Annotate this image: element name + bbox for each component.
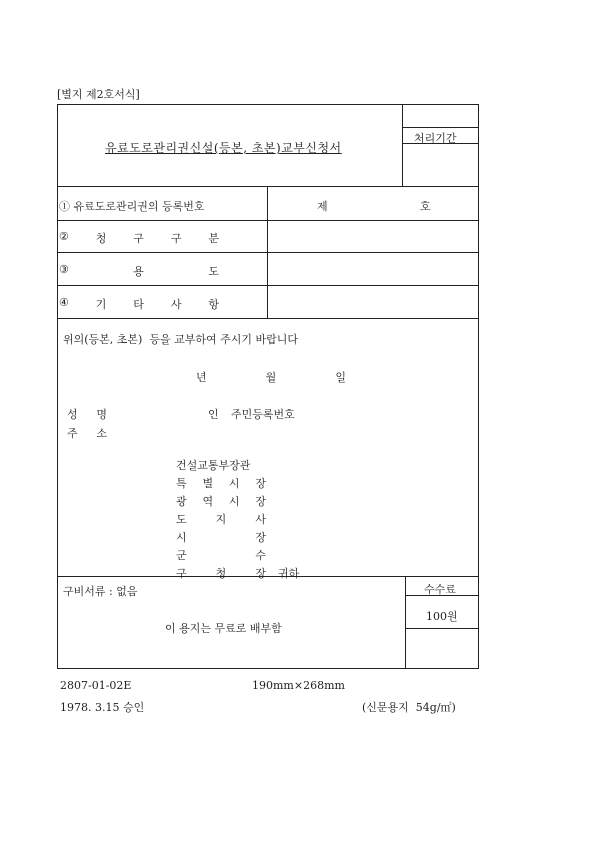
recipient-district-head [176, 565, 266, 581]
fee-label: 수수료 [424, 583, 456, 596]
label-char: 기 [95, 298, 107, 311]
month-label: 월 [265, 371, 277, 384]
label-char: 시 [228, 495, 240, 508]
label-char: 장 [255, 531, 266, 544]
seal-mark: 인 [208, 408, 219, 421]
label-char: 수 [255, 549, 266, 562]
resident-number-label: 주민등록번호 [231, 408, 295, 421]
recipient-city-mayor [176, 529, 266, 545]
label-char: 사 [255, 513, 266, 526]
label-char: 광 [176, 495, 187, 508]
label-char: 구 [170, 232, 182, 245]
fee-value: 100원 [426, 610, 458, 623]
registration-number-suffix: 호 [420, 200, 431, 213]
address-label [67, 425, 107, 441]
purpose-label [59, 263, 219, 279]
label-char: 별 [202, 477, 214, 490]
registration-number-prefix: 제 [317, 200, 328, 213]
label-char: 특 [176, 477, 187, 490]
label-char: 시 [176, 531, 187, 544]
circled-number: ④ [59, 296, 69, 309]
year-label: 년 [196, 371, 207, 384]
label-char: 분 [208, 232, 219, 245]
label-char: 군 [176, 549, 187, 562]
purpose-field[interactable] [270, 255, 476, 283]
divider [402, 104, 403, 186]
label-char: 구 [176, 567, 187, 580]
paper-size: 190mm×268mm [252, 679, 345, 692]
divider [405, 576, 406, 669]
label-char: 항 [208, 298, 219, 311]
divider [57, 576, 479, 577]
recipient-special-city-mayor [176, 475, 266, 491]
divider [405, 628, 479, 629]
form-label: [별지 제2호서식] [57, 88, 140, 101]
divider [57, 252, 479, 253]
divider [57, 220, 479, 221]
label-char: 지 [215, 513, 227, 526]
label-char: 용 [133, 265, 144, 278]
request-type-label [59, 230, 219, 246]
label-char: 명 [96, 408, 107, 421]
divider [402, 127, 479, 128]
application-date [196, 369, 346, 385]
free-distribution-note: 이 용지는 무료로 배부함 [165, 622, 282, 635]
form-title: 유료도로관리권신설(등본, 초본)교부신청서 [105, 141, 342, 155]
label-char: 성 [67, 408, 78, 421]
form-code: 2807-01-02E [60, 679, 132, 692]
registration-number-label: ① 유료도로관리권의 등록번호 [59, 200, 205, 213]
name-label [67, 406, 107, 422]
recipient-governor [176, 511, 266, 527]
label-char: 장 [255, 567, 266, 580]
registration-number-field[interactable] [270, 190, 310, 216]
label-char: 청 [95, 232, 107, 245]
divider [57, 285, 479, 286]
label-char: 도 [208, 265, 219, 278]
recipient-metro-city-mayor [176, 493, 266, 509]
label-char: 시 [228, 477, 240, 490]
label-char: 장 [255, 495, 266, 508]
approval-date: 1978. 3.15 승인 [60, 701, 145, 714]
label-char: 역 [202, 495, 214, 508]
divider [267, 186, 268, 318]
attachments-note: 구비서류 : 없음 [63, 585, 138, 598]
recipient-minister: 건설교통부장관 [176, 459, 251, 472]
request-sentence: 위의(등본, 초본) 등을 교부하여 주시기 바랍니다 [63, 333, 298, 346]
divider [57, 318, 479, 319]
label-char: 타 [133, 298, 144, 311]
label-char: 구 [133, 232, 144, 245]
label-char: 소 [96, 427, 107, 440]
other-matters-label [59, 296, 219, 312]
divider [57, 186, 479, 187]
circled-number: ② [59, 230, 69, 243]
day-label: 일 [335, 371, 346, 384]
label-char: 장 [255, 477, 266, 490]
circled-number: ③ [59, 263, 69, 276]
honorific: 귀하 [278, 567, 300, 580]
request-type-field[interactable] [270, 222, 476, 250]
label-char: 주 [67, 427, 78, 440]
paper-spec: (신문용지 54g/㎡) [362, 701, 456, 714]
recipient-county-head [176, 547, 266, 563]
other-matters-field[interactable] [270, 288, 476, 316]
label-char: 도 [176, 513, 187, 526]
processing-period-label: 처리기간 [414, 132, 457, 145]
label-char: 청 [215, 567, 227, 580]
label-char: 사 [170, 298, 182, 311]
